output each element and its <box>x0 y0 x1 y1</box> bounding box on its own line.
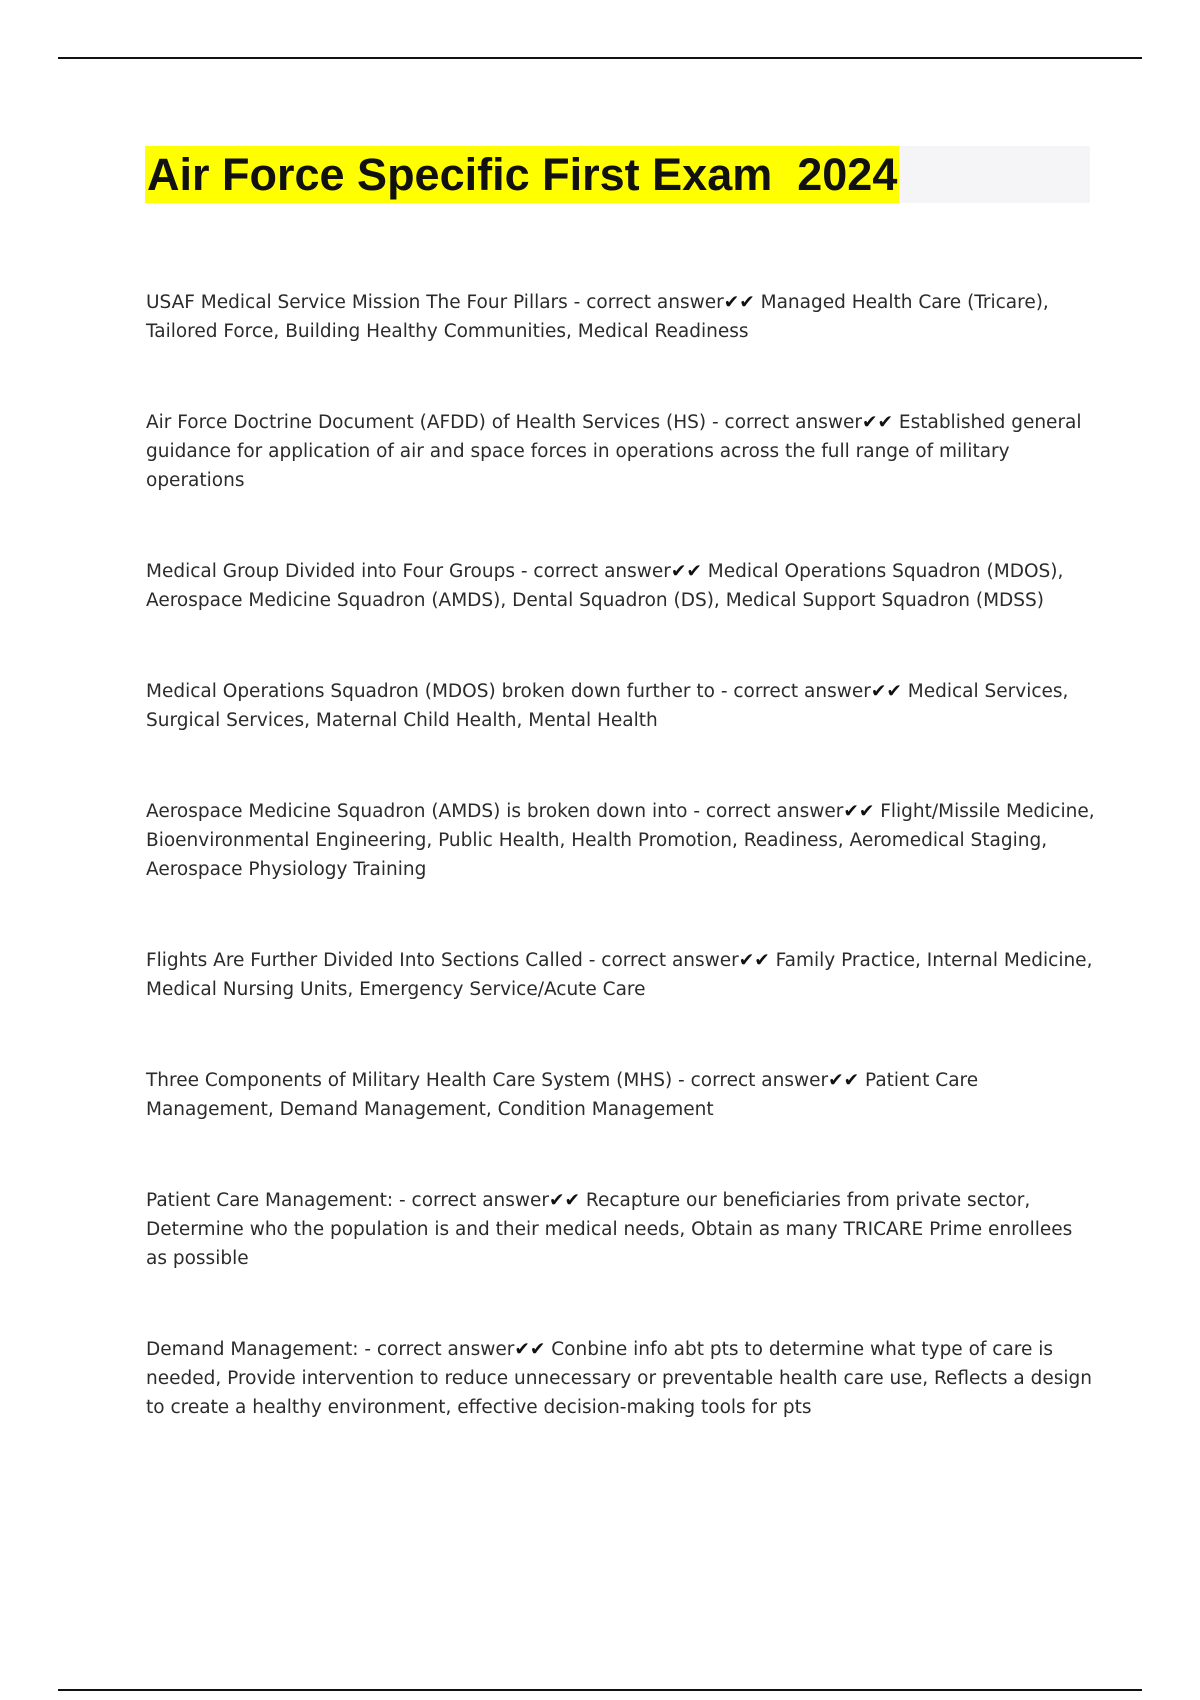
qa-item-5 <box>146 797 1096 884</box>
qa-prompt: Patient Care Management: - correct answer <box>146 1190 550 1211</box>
qa-prompt: Flights Are Further Divided Into Sections Called - correct answer <box>146 950 739 971</box>
qa-answer: Established general guidance for application of air and space forces in operations across the full range of military operations <box>146 412 1082 491</box>
qa-answer: Recapture our beneficiaries from private sector, Determine who the population is and their medical needs, Obtain as many TRICARE Prime enrollees as possible <box>146 1190 1073 1269</box>
qa-prompt: Three Components of Military Health Care System (MHS) - correct answer <box>146 1070 829 1091</box>
qa-answer: Conbine info abt pts to determine what type of care is needed, Provide intervention to reduce unnecessary or preventable health care use, Reflects a design to create a healthy environment, effective decision-making tools for pts <box>146 1339 1092 1418</box>
qa-item-3 <box>146 557 1096 615</box>
check-mark-icon: ✔✔ <box>870 681 902 702</box>
qa-answer: Flight/Missile Medicine, Bioenvironmental Engineering, Public Health, Health Promotion, Readiness, Aeromedical Staging, Aerospace Physiology Training <box>146 801 1095 880</box>
qa-answer: Managed Health Care (Tricare), Tailored Force, Building Healthy Communities, Medical Readiness <box>146 292 1049 342</box>
qa-prompt: Air Force Doctrine Document (AFDD) of Health Services (HS) - correct answer <box>146 412 862 433</box>
document-title: Air Force Specific First Exam 2024 <box>145 146 899 203</box>
check-mark-icon: ✔✔ <box>843 801 875 822</box>
qa-prompt: Medical Group Divided into Four Groups - correct answer <box>146 561 671 582</box>
check-mark-icon: ✔✔ <box>828 1070 860 1091</box>
check-mark-icon: ✔✔ <box>862 412 894 433</box>
qa-list <box>146 288 1096 1484</box>
qa-prompt: USAF Medical Service Mission The Four Pillars - correct answer <box>146 292 724 313</box>
check-mark-icon: ✔✔ <box>723 292 755 313</box>
qa-answer: Medical Operations Squadron (MDOS), Aerospace Medicine Squadron (AMDS), Dental Squadron (DS), Medical Support Squadron (MDSS) <box>146 561 1064 611</box>
qa-item-1 <box>146 288 1096 346</box>
qa-item-4 <box>146 677 1096 735</box>
bottom-rule <box>58 1689 1142 1691</box>
qa-answer: Medical Services, Surgical Services, Maternal Child Health, Mental Health <box>146 681 1069 731</box>
qa-item-2 <box>146 408 1096 495</box>
qa-item-9 <box>146 1335 1096 1422</box>
check-mark-icon: ✔✔ <box>514 1339 546 1360</box>
qa-prompt: Medical Operations Squadron (MDOS) broken down further to - correct answer <box>146 681 871 702</box>
check-mark-icon: ✔✔ <box>670 561 702 582</box>
qa-prompt: Demand Management: - correct answer <box>146 1339 515 1360</box>
qa-item-6 <box>146 946 1096 1004</box>
qa-answer: Family Practice, Internal Medicine, Medical Nursing Units, Emergency Service/Acute Care <box>146 950 1093 1000</box>
check-mark-icon: ✔✔ <box>738 950 770 971</box>
qa-prompt: Aerospace Medicine Squadron (AMDS) is broken down into - correct answer <box>146 801 844 822</box>
top-rule <box>58 57 1142 59</box>
check-mark-icon: ✔✔ <box>549 1190 581 1211</box>
qa-item-8 <box>146 1186 1096 1273</box>
qa-item-7 <box>146 1066 1096 1124</box>
qa-answer: Patient Care Management, Demand Management, Condition Management <box>146 1070 979 1120</box>
